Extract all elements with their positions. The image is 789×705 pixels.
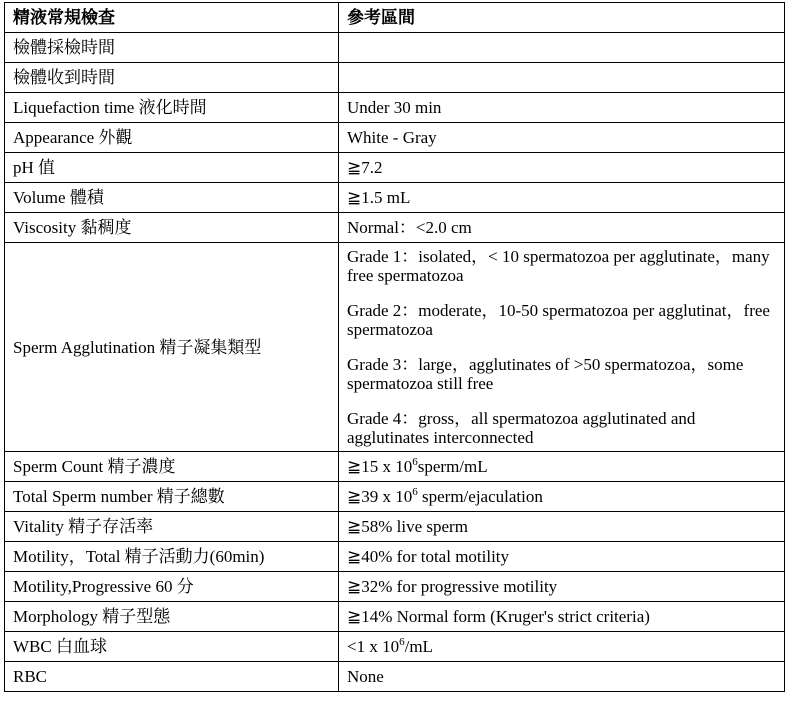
table-row	[5, 632, 785, 662]
row-value: Under 30 min	[339, 93, 785, 123]
value-suffix: /mL	[404, 637, 433, 656]
row-value	[339, 33, 785, 63]
row-label: Sperm Count 精子濃度	[5, 452, 339, 482]
value-suffix: sperm/ejaculation	[417, 487, 543, 506]
grade-2-text: Grade 2：moderate，10-50 spermatozoa per agglutinat，free spermatozoa	[347, 301, 770, 339]
row-value: Normal：<2.0 cm	[339, 213, 785, 243]
row-value: ≧1.5 mL	[339, 183, 785, 213]
row-value: White - Gray	[339, 123, 785, 153]
value-exponent: 6	[399, 636, 405, 648]
table-row	[5, 213, 785, 243]
grade-4-text: Grade 4：gross，all spermatozoa agglutinated and agglutinates interconnected	[347, 409, 696, 447]
row-label: Liquefaction time 液化時間	[5, 93, 339, 123]
agglutination-grades	[339, 243, 785, 452]
row-label: Volume 體積	[5, 183, 339, 213]
header-test-item: 精液常規檢查	[5, 3, 339, 33]
table-row	[5, 123, 785, 153]
row-value	[339, 63, 785, 93]
row-label: pH 值	[5, 153, 339, 183]
row-value: None	[339, 662, 785, 692]
table-row	[5, 572, 785, 602]
row-label: Total Sperm number 精子總數	[5, 482, 339, 512]
row-label: Motility，Total 精子活動力(60min)	[5, 542, 339, 572]
row-value: ≧40% for total motility	[339, 542, 785, 572]
table-row	[5, 452, 785, 482]
row-label: Morphology 精子型態	[5, 602, 339, 632]
grade-3-text: Grade 3：large，agglutinates of >50 spermatozoa，some spermatozoa still free	[347, 355, 744, 393]
semen-analysis-reference-table	[4, 2, 785, 692]
grade-1-text: Grade 1：isolated，< 10 spermatozoa per agglutinate，many free spermatozoa	[347, 247, 770, 285]
row-value: ≧32% for progressive motility	[339, 572, 785, 602]
row-label: 檢體收到時間	[5, 63, 339, 93]
value-prefix: ≧15 x 10	[347, 457, 413, 476]
value-exponent: 6	[412, 486, 418, 498]
table-row	[5, 602, 785, 632]
table-row	[5, 482, 785, 512]
row-label: Sperm Agglutination 精子凝集類型	[5, 243, 339, 452]
value-suffix: sperm/mL	[417, 457, 488, 476]
row-value	[339, 452, 785, 482]
header-reference-range: 參考區間	[339, 3, 785, 33]
row-label: Vitality 精子存活率	[5, 512, 339, 542]
row-value	[339, 632, 785, 662]
value-prefix: <1 x 10	[347, 637, 400, 656]
row-value	[339, 482, 785, 512]
value-exponent: 6	[412, 456, 418, 468]
table-row	[5, 512, 785, 542]
table-row	[5, 662, 785, 692]
row-label: WBC 白血球	[5, 632, 339, 662]
table-row	[5, 542, 785, 572]
row-value: ≧14% Normal form (Kruger's strict criteria)	[339, 602, 785, 632]
table-row	[5, 33, 785, 63]
table-row-agglutination	[5, 243, 785, 452]
row-label: RBC	[5, 662, 339, 692]
table-row	[5, 153, 785, 183]
value-prefix: ≧39 x 10	[347, 487, 413, 506]
row-label: Motility,Progressive 60 分	[5, 572, 339, 602]
row-label: Viscosity 黏稠度	[5, 213, 339, 243]
table-header-row	[5, 3, 785, 33]
row-value: ≧7.2	[339, 153, 785, 183]
table-row	[5, 63, 785, 93]
row-label: 檢體採檢時間	[5, 33, 339, 63]
table-row	[5, 93, 785, 123]
row-value: ≧58% live sperm	[339, 512, 785, 542]
table-row	[5, 183, 785, 213]
row-label: Appearance 外觀	[5, 123, 339, 153]
